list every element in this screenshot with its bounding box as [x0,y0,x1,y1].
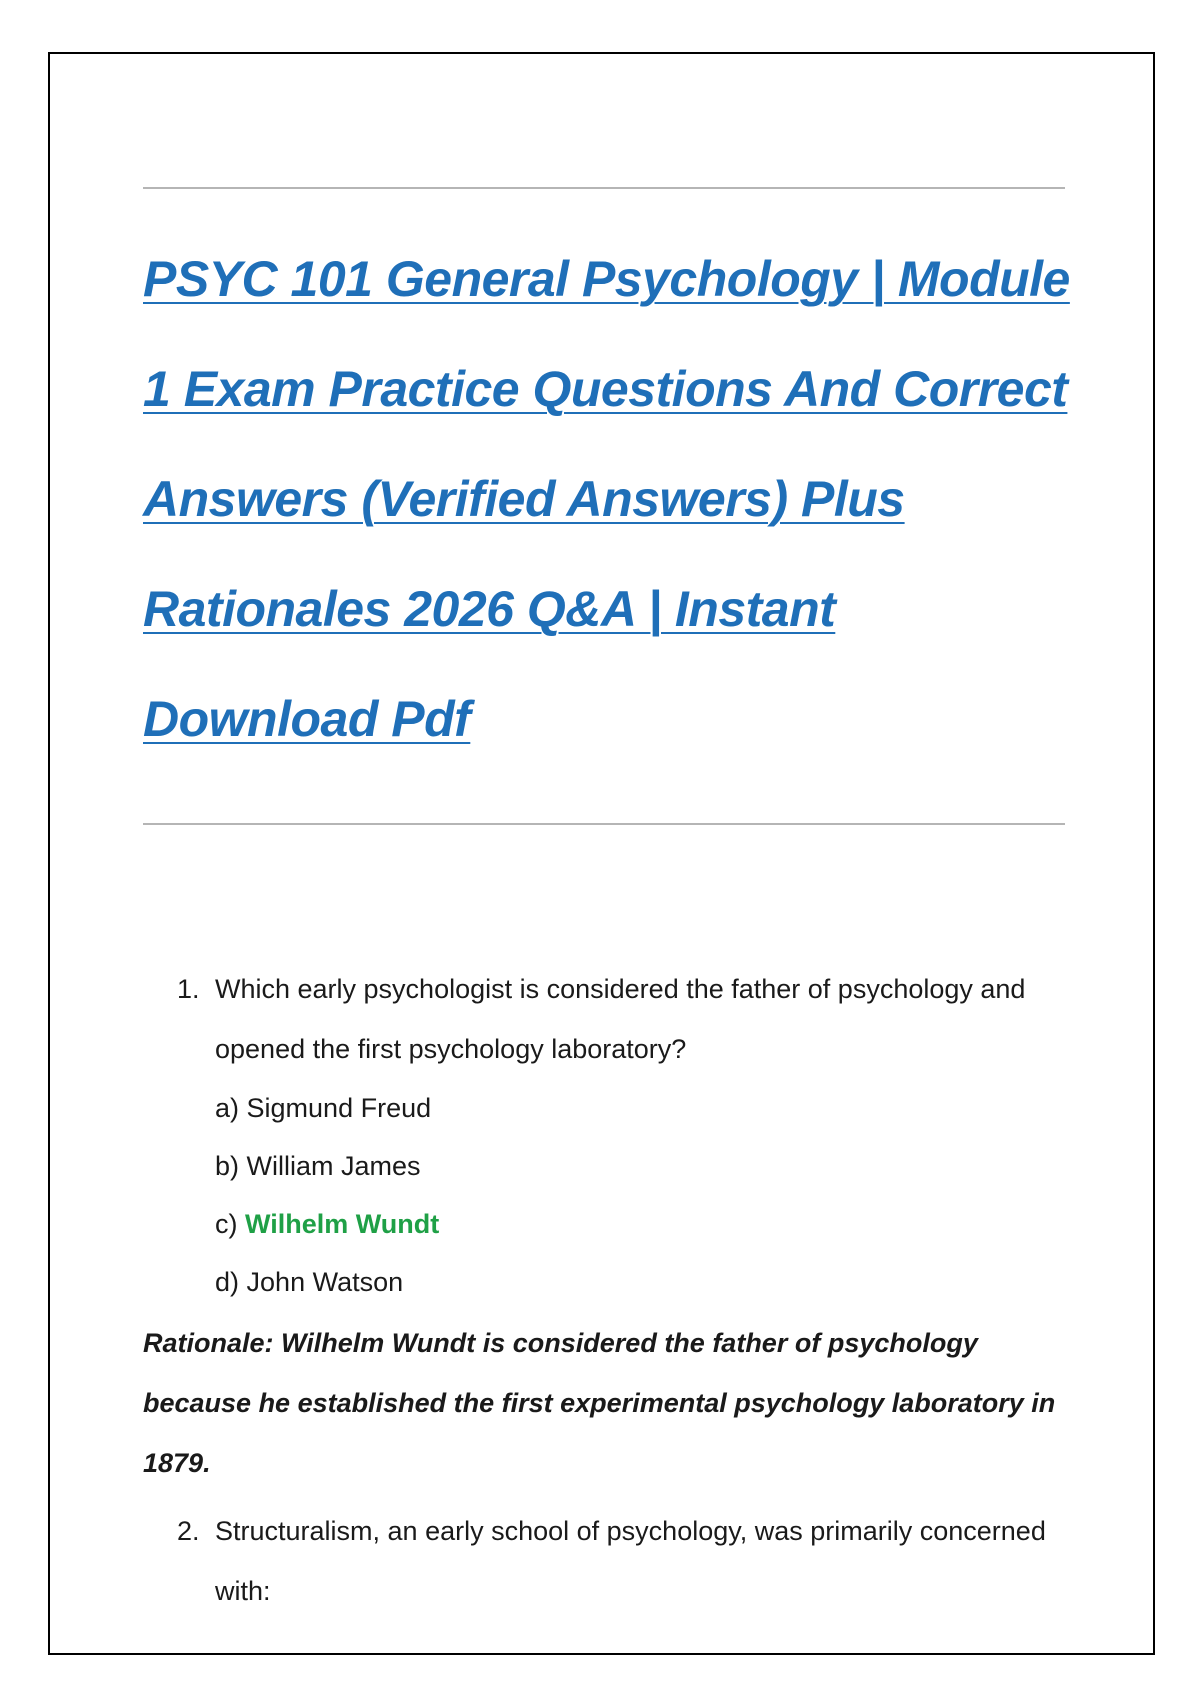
option-letter: b) [215,1151,240,1181]
question-stem: Which early psychologist is considered the father of psychology and opened the first psychology laboratory? [215,974,1026,1064]
question-1 [143,959,1083,1493]
question-number: 2. [177,1516,200,1546]
option-letter: d) [215,1267,240,1297]
bottom-divider [143,823,1065,825]
top-divider [143,187,1065,189]
option-text: John Watson [246,1267,404,1297]
option-d [215,1253,1083,1311]
option-a [215,1079,1083,1137]
document-page [48,52,1155,1655]
question-list [143,959,1083,1621]
title-line-5: Download Pdf [143,691,471,747]
title-line-4: Rationales 2026 Q&A | Instant [143,581,836,637]
rationale-text: Rationale: Wilhelm Wundt is considered the father of psychology because he established the first experimental psychology laboratory in 1879. [143,1328,1056,1478]
option-letter: c) [215,1209,238,1239]
title-line-3: Answers (Verified Answers) Plus [143,471,905,527]
option-text: Sigmund Freud [246,1093,432,1123]
option-c [215,1195,1083,1253]
title-line-1: PSYC 101 General Psychology | Module [143,251,1070,307]
question-number: 1. [177,974,200,1004]
question-2 [143,1501,1083,1621]
document-title[interactable] [143,224,1083,774]
option-text: William James [246,1151,421,1181]
title-line-2: 1 Exam Practice Questions And Correct [143,361,1068,417]
option-letter: a) [215,1093,240,1123]
question-stem: Structuralism, an early school of psychology, was primarily concerned with: [215,1516,1046,1606]
correct-answer-text: Wilhelm Wundt [245,1209,440,1239]
option-b [215,1137,1083,1195]
